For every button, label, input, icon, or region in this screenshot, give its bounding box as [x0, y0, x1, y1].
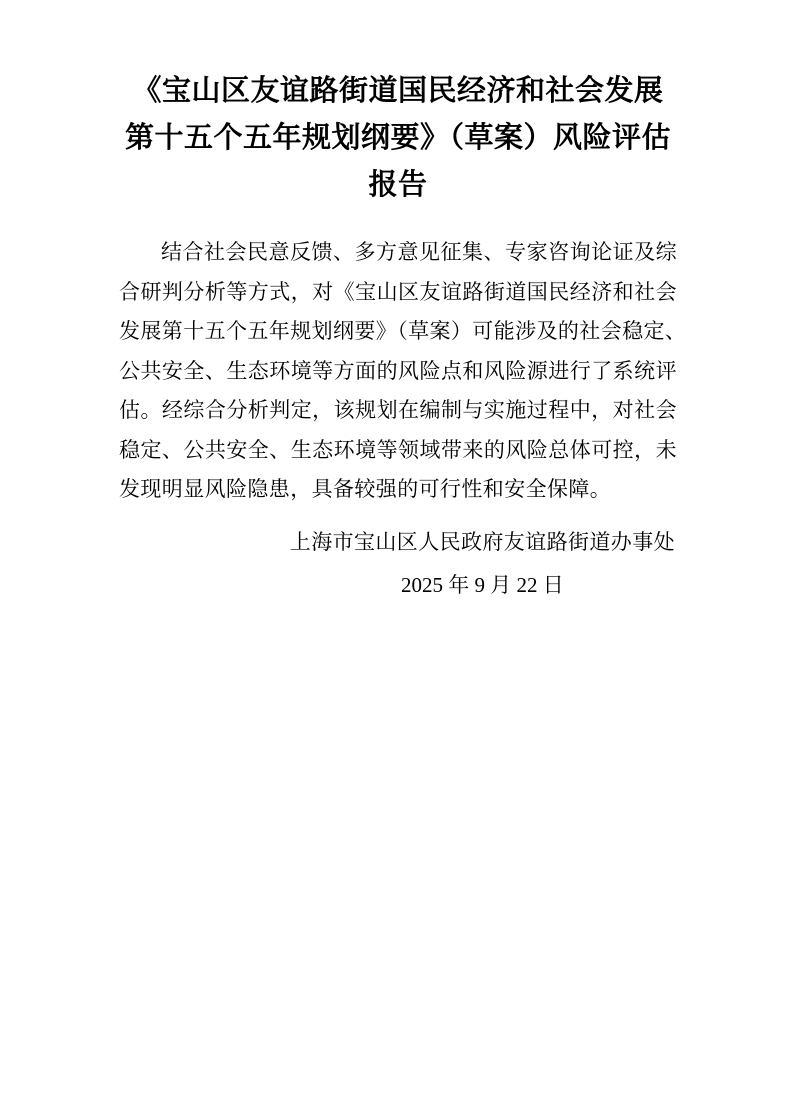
title-line-1: 《宝山区友谊路街道国民经济和社会发展 [132, 75, 664, 107]
title-line-2: 第十五个五年规划纲要》（草案）风险评估 [124, 122, 671, 154]
signature-block [119, 522, 677, 605]
body-line: 发展第十五个五年规划纲要》（草案）可能涉及的社会稳定、 [119, 319, 687, 343]
body-line: 稳定、公共安全、生态环境等领域带来的风险总体可控，未 [119, 437, 677, 462]
body-line: 结合社会民意反馈、多方意见征集、专家咨询论证及综 [161, 240, 677, 264]
signature-inner [290, 522, 675, 605]
body-line: 公共安全、生态环境等方面的风险点和风险源进行了系统评 [119, 358, 677, 383]
title-line-3: 报告 [368, 169, 428, 201]
body-line: 估。经综合分析判定，该规划在编制与实施过程中，对社会 [119, 398, 677, 422]
body-paragraph [119, 233, 687, 510]
body-line: 发现明显风险隐患，具备较强的可行性和安全保障。 [119, 477, 612, 501]
document-title [119, 68, 677, 209]
date-line: 2025 年 9 月 22 日 [401, 572, 564, 597]
body-line: 合研判分析等方式，对《宝山区友谊路街道国民经济和社会 [119, 279, 677, 304]
signatory-line: 上海市宝山区人民政府友谊路街道办事处 [289, 529, 675, 554]
